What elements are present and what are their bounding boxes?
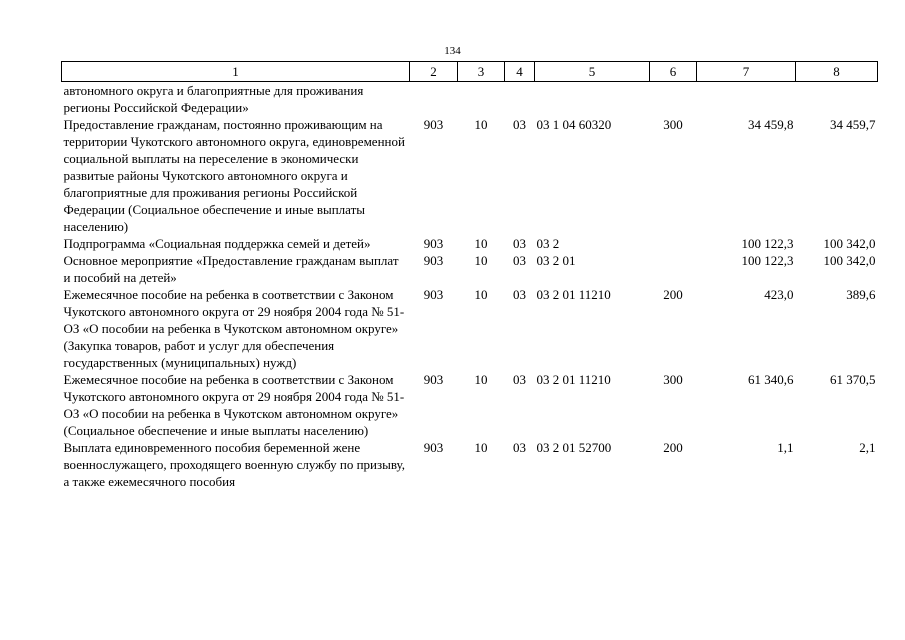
section-code: 10 — [474, 287, 488, 302]
amount-year-1 — [697, 82, 796, 117]
expense-type-code — [650, 235, 697, 252]
subsection-code: 03 — [513, 117, 526, 132]
table-row — [62, 82, 878, 117]
target-article-code — [535, 82, 650, 117]
grbs-code — [410, 82, 458, 117]
amount-year-2: 2,1 — [859, 440, 876, 455]
row-name: Подпрограмма «Социальная поддержка семей и детей» — [63, 236, 371, 251]
amount-year-2 — [796, 82, 878, 117]
expense-type-code: 200 — [663, 287, 683, 302]
subsection-code: 03 — [513, 236, 526, 251]
column-number-header — [62, 62, 878, 82]
section-code: 10 — [474, 440, 488, 455]
expense-type-code: 300 — [663, 372, 683, 387]
section-code: 10 — [474, 117, 488, 132]
expense-type-code: 200 — [663, 440, 683, 455]
table-row — [62, 286, 878, 371]
row-name: Выплата единовременного пособия беременной жене военнослужащего, проходящего военную службу по призыву, а также ежемесячного пособия — [63, 440, 405, 489]
target-article-code: 03 2 01 11210 — [536, 372, 611, 387]
budget-table — [61, 61, 878, 490]
amount-year-2: 100 342,0 — [823, 236, 876, 251]
section-code: 10 — [474, 236, 488, 251]
section-code — [458, 82, 505, 117]
grbs-code: 903 — [423, 372, 444, 387]
amount-year-1: 100 122,3 — [741, 253, 794, 268]
table-row — [62, 252, 878, 286]
grbs-code: 903 — [423, 236, 444, 251]
table-row — [62, 116, 878, 235]
amount-year-2: 61 370,5 — [830, 372, 876, 387]
amount-year-2: 100 342,0 — [823, 253, 876, 268]
column-header: 7 — [697, 62, 796, 82]
target-article-code: 03 2 — [536, 236, 560, 251]
amount-year-1: 1,1 — [777, 440, 794, 455]
grbs-code: 903 — [423, 440, 444, 455]
subsection-code — [505, 82, 535, 117]
table-row — [62, 235, 878, 252]
subsection-code: 03 — [513, 440, 526, 455]
subsection-code: 03 — [513, 253, 526, 268]
grbs-code: 903 — [423, 287, 444, 302]
page-number: 134 — [444, 45, 461, 57]
target-article-code: 03 2 01 11210 — [536, 287, 611, 302]
section-code: 10 — [474, 372, 488, 387]
row-name: Ежемесячное пособие на ребенка в соответствии с Законом Чукотского автономного округа от 29 ноября 2004 года № 51-ОЗ «О пособии на ребенка в Чукотском автономном округе» (Закупка товаров, работ и услуг для обеспечения государственных (муниципальных) нужд) — [63, 287, 405, 370]
column-header: 8 — [796, 62, 878, 82]
grbs-code: 903 — [423, 253, 444, 268]
table-row — [62, 439, 878, 490]
target-article-code: 03 1 04 60320 — [536, 117, 612, 132]
column-header: 3 — [458, 62, 505, 82]
table-row — [62, 371, 878, 439]
expense-type-code: 300 — [663, 117, 683, 132]
amount-year-1: 61 340,6 — [748, 372, 794, 387]
amount-year-1: 100 122,3 — [741, 236, 794, 251]
amount-year-1: 34 459,8 — [748, 117, 794, 132]
row-name: Предоставление гражданам, постоянно проживающим на территории Чукотского автономного округа, единовременной социальной выплаты на переселение в экономически развитые районы Чукотского автономного округа и благоприятные для проживания регионы Российской Федерации (Социальное обеспечение и иные выплаты населению) — [63, 117, 405, 234]
expense-type-code — [650, 82, 697, 117]
column-header: 4 — [505, 62, 535, 82]
column-header: 5 — [535, 62, 650, 82]
section-code: 10 — [474, 253, 488, 268]
amount-year-2: 389,6 — [846, 287, 876, 302]
expense-type-code — [650, 252, 697, 286]
target-article-code: 03 2 01 — [536, 253, 576, 268]
column-header: 2 — [410, 62, 458, 82]
subsection-code: 03 — [513, 372, 526, 387]
row-name: автономного округа и благоприятные для проживания регионы Российской Федерации» — [63, 83, 364, 115]
column-header: 6 — [650, 62, 697, 82]
row-name: Основное мероприятие «Предоставление гражданам выплат и пособий на детей» — [63, 253, 399, 285]
grbs-code: 903 — [423, 117, 444, 132]
target-article-code: 03 2 01 52700 — [536, 440, 612, 455]
row-name: Ежемесячное пособие на ребенка в соответствии с Законом Чукотского автономного округа от 29 ноября 2004 года № 51-ОЗ «О пособии на ребенка в Чукотском автономном округе» (Социальное обеспечение и иные выплаты населению) — [63, 372, 405, 438]
subsection-code: 03 — [513, 287, 526, 302]
column-header: 1 — [62, 62, 410, 82]
amount-year-1: 423,0 — [764, 287, 794, 302]
amount-year-2: 34 459,7 — [830, 117, 876, 132]
